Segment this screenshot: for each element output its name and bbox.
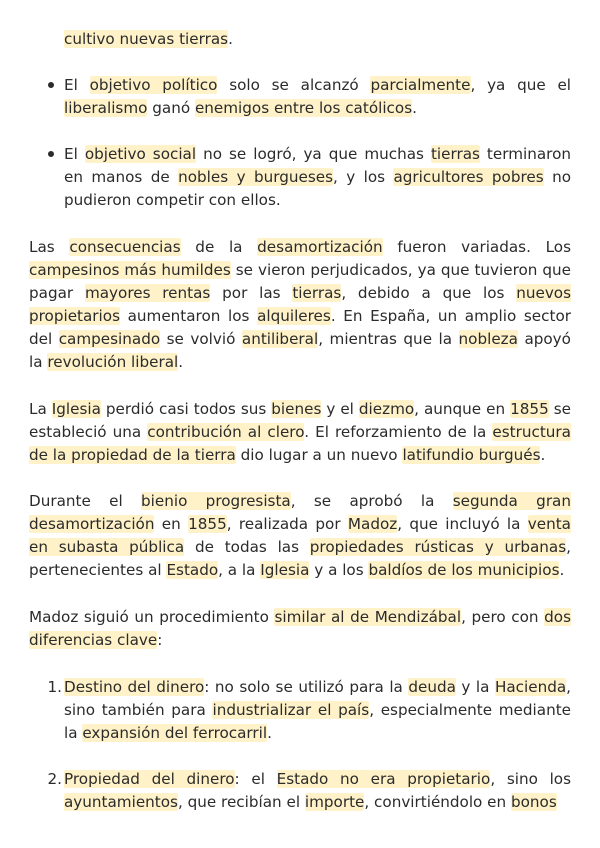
highlighted-text: campesinado: [58, 330, 161, 348]
text-run: , mientras que la: [318, 330, 459, 348]
bullet-dot-icon: [48, 82, 54, 88]
bullet-item-social: [64, 143, 571, 212]
highlighted-text: tierras: [430, 145, 480, 163]
text-run: .: [412, 99, 417, 117]
text-run: :: [157, 631, 163, 649]
text-run: por las: [210, 284, 293, 302]
text-run: ganó: [147, 99, 195, 117]
highlighted-text: venta en subasta pública: [29, 515, 571, 556]
highlighted-text: desamortización: [257, 238, 383, 256]
highlighted-text: liberalismo: [64, 99, 148, 117]
text-run: .: [178, 353, 184, 371]
text-run: , especialmente mediante la: [64, 701, 571, 742]
highlighted-text: Madoz: [347, 515, 398, 533]
highlighted-text: baldíos de los municipios: [368, 561, 560, 579]
highlighted-text: objetivo político: [89, 76, 218, 94]
text-run: , que recibían el: [177, 793, 305, 811]
highlighted-text: propiedades rústicas y urbanas: [309, 538, 567, 556]
highlighted-text: ayuntamientos: [64, 793, 178, 811]
bullet-dot-icon: [48, 151, 54, 157]
highlighted-text: similar al de Mendizábal: [274, 608, 462, 626]
text-run: .: [228, 30, 233, 48]
text-run: y a los: [309, 561, 369, 579]
text-run: : el: [234, 770, 277, 788]
highlighted-text: estructura de la propiedad de la tierra: [29, 423, 571, 464]
highlighted-text: nobles y burgueses: [178, 168, 333, 186]
text-run: , convirtiéndolo en: [364, 793, 511, 811]
text-run: , debido a que los: [341, 284, 517, 302]
paragraph-consequences: [29, 236, 571, 374]
bullet-item-political: [64, 74, 571, 120]
highlighted-text: bienio progresista: [141, 492, 291, 510]
text-run: se estableció una: [29, 400, 571, 441]
highlighted-text: industrializar el país: [212, 701, 370, 719]
highlighted-text: latifundio burgués: [402, 446, 541, 464]
numbered-item-ownership: [64, 768, 571, 814]
highlighted-text: contribución al clero: [147, 423, 305, 441]
text-run: y la: [455, 678, 495, 696]
text-run: Madoz siguió un procedimiento: [29, 608, 275, 626]
highlighted-text: Estado: [166, 561, 219, 579]
text-run: : no solo se utilizó para la: [204, 678, 409, 696]
text-run: dio lugar a un nuevo: [235, 446, 403, 464]
highlighted-text: enemigos entre los católicos: [194, 99, 413, 117]
highlighted-text: antiliberal: [241, 330, 319, 348]
highlighted-text: deuda: [408, 678, 456, 696]
highlighted-text: Iglesia: [260, 561, 310, 579]
text-run: en: [154, 515, 189, 533]
list-number: 1.: [47, 678, 62, 696]
highlighted-text: nobleza: [458, 330, 518, 348]
text-run: Las: [29, 238, 70, 256]
text-run: , sino también para: [64, 678, 571, 719]
text-run: .: [540, 446, 546, 464]
highlighted-text: consecuencias: [69, 238, 181, 256]
paragraph-progressive-biennium: [29, 490, 571, 582]
highlighted-text: bonos: [510, 793, 557, 811]
highlighted-text: campesinos más humildes: [29, 261, 231, 279]
highlighted-text: 1855: [510, 400, 549, 418]
text-run: aumentaron los: [119, 307, 258, 325]
numbered-item-destination: [64, 676, 571, 745]
text-run: , se aprobó la: [290, 492, 453, 510]
text-run: no se logró, ya que muchas: [196, 145, 431, 163]
list-number: 2.: [47, 770, 62, 788]
text-run: apoyó la: [29, 330, 571, 371]
highlighted-text: objetivo social: [84, 145, 197, 163]
text-run: solo se alcanzó: [217, 76, 371, 94]
text-run: . En España, un amplio sector del: [29, 307, 571, 348]
highlighted-text: 1855: [188, 515, 227, 533]
highlighted-text: Hacienda: [494, 678, 567, 696]
text-run: de la: [180, 238, 258, 256]
text-run: y el: [321, 400, 359, 418]
text-run: , y los: [333, 168, 394, 186]
paragraph-madoz-procedure: [29, 606, 571, 652]
highlighted-text: Iglesia: [51, 400, 101, 418]
highlighted-text: parcialmente: [370, 76, 471, 94]
text-run: , a la: [218, 561, 261, 579]
text-run: , sino los: [490, 770, 572, 788]
text-run: , realizada por: [226, 515, 348, 533]
text-run: El: [64, 76, 90, 94]
text-run: El: [64, 145, 85, 163]
text-run: se vieron perjudicados, ya que tuvieron que pagar: [29, 261, 572, 302]
highlighted-text: segunda gran desamortización: [29, 492, 571, 533]
highlighted-text: dos diferencias clave: [29, 608, 571, 649]
highlighted-text: expansión del ferrocarril: [82, 724, 268, 742]
text-run: , ya que el: [470, 76, 572, 94]
highlighted-text: agricultores pobres: [393, 168, 544, 186]
text-run: , aunque en: [414, 400, 511, 418]
text-run: fueron variadas. Los: [382, 238, 571, 256]
text-run: se volvió: [160, 330, 242, 348]
highlighted-text: mayores rentas: [84, 284, 211, 302]
text-run: . El reforzamiento de la: [304, 423, 493, 441]
text-run: de todas las: [184, 538, 310, 556]
continuation-text: [64, 28, 571, 51]
highlighted-text: Propiedad del dinero: [64, 770, 235, 788]
highlighted-text: bienes: [271, 400, 322, 418]
text-run: Durante el: [29, 492, 142, 510]
text-run: no pudieron competir con ellos.: [64, 168, 571, 209]
highlighted-text: revolución liberal: [47, 353, 179, 371]
text-run: .: [559, 561, 565, 579]
paragraph-church: [29, 398, 571, 467]
highlighted-text: importe: [304, 793, 365, 811]
highlighted-text: alquileres: [257, 307, 331, 325]
text-run: terminaron en manos de: [64, 145, 571, 186]
text-run: .: [267, 724, 272, 742]
text-run: perdió casi todos sus: [100, 400, 272, 418]
text-run: , que incluyó la: [397, 515, 528, 533]
highlighted-text: diezmo: [358, 400, 415, 418]
highlighted-text: tierras: [292, 284, 342, 302]
highlighted-text: Estado no era propietario: [276, 770, 491, 788]
highlighted-text: cultivo nuevas tierras: [64, 30, 229, 48]
text-run: , pertenecientes al: [29, 538, 571, 579]
text-run: La: [29, 400, 52, 418]
text-run: , pero con: [461, 608, 545, 626]
highlighted-text: nuevos propietarios: [29, 284, 572, 325]
highlighted-text: Destino del dinero: [64, 678, 205, 696]
